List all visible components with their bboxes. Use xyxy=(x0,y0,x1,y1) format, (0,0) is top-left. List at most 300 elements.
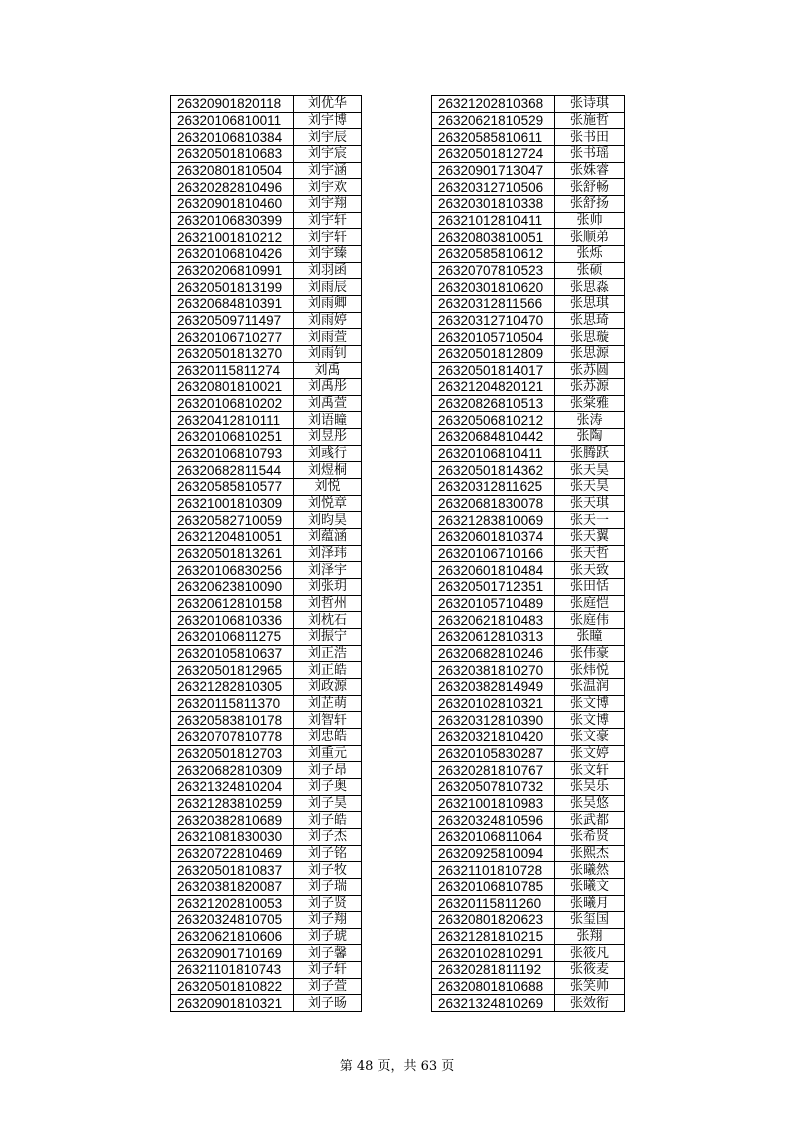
table-row xyxy=(171,512,362,529)
candidate-id-cell: 26320105830287 xyxy=(432,745,555,762)
table-row xyxy=(171,295,362,312)
candidate-name-cell: 张天致 xyxy=(555,562,625,579)
candidate-name-cell: 张思琦 xyxy=(555,312,625,329)
candidate-id-cell: 26320507810732 xyxy=(432,778,555,795)
candidate-id-cell: 26320722810469 xyxy=(171,845,294,862)
table-row xyxy=(171,862,362,879)
candidate-id-cell: 26321101810728 xyxy=(432,862,555,879)
table-row xyxy=(171,728,362,745)
candidate-name-cell: 刘子皓 xyxy=(294,812,362,829)
table-row xyxy=(171,329,362,346)
candidate-id-cell: 26320105710504 xyxy=(432,329,555,346)
candidate-name-cell: 张筱麦 xyxy=(555,962,625,979)
candidate-name-cell: 刘子馨 xyxy=(294,945,362,962)
candidate-id-cell: 26320583810178 xyxy=(171,712,294,729)
candidate-name-cell: 刘煜桐 xyxy=(294,462,362,479)
table-row xyxy=(171,212,362,229)
table-row xyxy=(432,295,625,312)
candidate-id-cell: 26320612810313 xyxy=(432,629,555,646)
table-row xyxy=(171,129,362,146)
candidate-name-cell: 刘宇欢 xyxy=(294,179,362,196)
table-row xyxy=(171,195,362,212)
table-row xyxy=(171,945,362,962)
table-row xyxy=(432,329,625,346)
candidate-name-cell: 张文轩 xyxy=(555,762,625,779)
candidate-id-cell: 26320501812703 xyxy=(171,745,294,762)
table-row xyxy=(171,662,362,679)
candidate-name-cell: 张天琪 xyxy=(555,495,625,512)
candidate-name-cell: 刘宇轩 xyxy=(294,212,362,229)
candidate-id-cell: 26320501814362 xyxy=(432,462,555,479)
candidate-id-cell: 26320206810991 xyxy=(171,262,294,279)
candidate-id-cell: 26320601810484 xyxy=(432,562,555,579)
candidate-id-cell: 26320621810483 xyxy=(432,612,555,629)
candidate-id-cell: 26320612810158 xyxy=(171,595,294,612)
candidate-name-cell: 张姝睿 xyxy=(555,162,625,179)
candidate-name-cell: 刘昱彤 xyxy=(294,429,362,446)
candidate-id-cell: 26320501814017 xyxy=(432,362,555,379)
candidate-name-cell: 张熙杰 xyxy=(555,845,625,862)
candidate-id-cell: 26320682811544 xyxy=(171,462,294,479)
candidate-name-cell: 张翔 xyxy=(555,928,625,945)
candidate-name-cell: 张棠雅 xyxy=(555,395,625,412)
candidate-id-cell: 26321001810309 xyxy=(171,495,294,512)
table-row xyxy=(171,96,362,113)
candidate-id-cell: 26321012810411 xyxy=(432,212,555,229)
candidate-id-cell: 26321283810259 xyxy=(171,795,294,812)
candidate-id-cell: 26320501810822 xyxy=(171,978,294,995)
table-row xyxy=(171,345,362,362)
table-row xyxy=(432,395,625,412)
table-row xyxy=(171,912,362,929)
candidate-name-cell: 刘宇轩 xyxy=(294,229,362,246)
candidate-name-cell: 张曦月 xyxy=(555,895,625,912)
candidate-name-cell: 刘语瞳 xyxy=(294,412,362,429)
candidate-id-cell: 26320585810611 xyxy=(432,129,555,146)
table-row xyxy=(171,678,362,695)
candidate-id-cell: 26320106810336 xyxy=(171,612,294,629)
candidate-name-cell: 张武都 xyxy=(555,812,625,829)
candidate-name-cell: 刘宇宸 xyxy=(294,145,362,162)
table-row xyxy=(171,362,362,379)
table-row xyxy=(432,795,625,812)
candidate-id-cell: 26320801810021 xyxy=(171,379,294,396)
candidate-name-cell: 刘雨卿 xyxy=(294,295,362,312)
table-row xyxy=(171,445,362,462)
table-row xyxy=(432,928,625,945)
candidate-id-cell: 26320826810513 xyxy=(432,395,555,412)
candidate-id-cell: 26320381810270 xyxy=(432,662,555,679)
candidate-id-cell: 26320106810793 xyxy=(171,445,294,462)
candidate-name-cell: 张筱凡 xyxy=(555,945,625,962)
table-row xyxy=(432,545,625,562)
candidate-name-cell: 刘智轩 xyxy=(294,712,362,729)
candidate-id-cell: 26321001810212 xyxy=(171,229,294,246)
table-row xyxy=(171,595,362,612)
candidate-name-cell: 刘政源 xyxy=(294,678,362,695)
table-row xyxy=(171,429,362,446)
candidate-name-cell: 张希贤 xyxy=(555,828,625,845)
candidate-name-cell: 刘子贤 xyxy=(294,895,362,912)
candidate-name-cell: 张天翼 xyxy=(555,529,625,546)
candidate-name-cell: 张书瑶 xyxy=(555,145,625,162)
candidate-id-cell: 26320106830256 xyxy=(171,562,294,579)
candidate-id-cell: 26320501810837 xyxy=(171,862,294,879)
candidate-name-cell: 刘宇涵 xyxy=(294,162,362,179)
candidate-id-cell: 26320301810338 xyxy=(432,195,555,212)
table-row xyxy=(432,312,625,329)
table-row xyxy=(171,629,362,646)
table-row xyxy=(432,145,625,162)
candidate-id-cell: 26320621810529 xyxy=(432,112,555,129)
candidate-id-cell: 26320501813261 xyxy=(171,545,294,562)
table-row xyxy=(432,762,625,779)
table-row xyxy=(432,345,625,362)
candidate-name-cell: 刘禹萱 xyxy=(294,395,362,412)
candidate-name-cell: 张庭伟 xyxy=(555,612,625,629)
candidate-name-cell: 张温润 xyxy=(555,678,625,695)
candidate-name-cell: 刘重元 xyxy=(294,745,362,762)
table-row xyxy=(171,995,362,1012)
candidate-id-cell: 26320281810767 xyxy=(432,762,555,779)
candidate-id-cell: 26320582710059 xyxy=(171,512,294,529)
candidate-name-cell: 刘宇博 xyxy=(294,112,362,129)
table-row xyxy=(171,479,362,496)
table-row xyxy=(171,762,362,779)
candidate-id-cell: 26320321810420 xyxy=(432,728,555,745)
candidate-name-cell: 刘子瑞 xyxy=(294,878,362,895)
candidate-name-cell: 刘张玥 xyxy=(294,579,362,596)
table-row xyxy=(432,895,625,912)
candidate-name-cell: 张笑帅 xyxy=(555,978,625,995)
table-row xyxy=(432,412,625,429)
candidate-id-cell: 26320282810496 xyxy=(171,179,294,196)
candidate-id-cell: 26320412810111 xyxy=(171,412,294,429)
candidate-id-cell: 26320501712351 xyxy=(432,579,555,596)
table-row xyxy=(171,928,362,945)
table-row xyxy=(171,279,362,296)
table-row xyxy=(432,862,625,879)
candidate-id-cell: 26320312710506 xyxy=(432,179,555,196)
candidate-name-cell: 刘宇翔 xyxy=(294,195,362,212)
candidate-id-cell: 26320301810620 xyxy=(432,279,555,296)
candidate-id-cell: 26320106710166 xyxy=(432,545,555,562)
candidate-id-cell: 26320106810384 xyxy=(171,129,294,146)
candidate-name-cell: 张施哲 xyxy=(555,112,625,129)
candidate-name-cell: 张思璇 xyxy=(555,329,625,346)
candidate-id-cell: 26320381820087 xyxy=(171,878,294,895)
candidate-name-cell: 张曦文 xyxy=(555,878,625,895)
candidate-name-cell: 刘雨萱 xyxy=(294,329,362,346)
table-row xyxy=(432,945,625,962)
table-row xyxy=(171,145,362,162)
candidate-id-cell: 26320801810504 xyxy=(171,162,294,179)
table-row xyxy=(171,312,362,329)
candidate-name-cell: 张效衔 xyxy=(555,995,625,1012)
candidate-name-cell: 张顺弟 xyxy=(555,229,625,246)
candidate-name-cell: 张炜悦 xyxy=(555,662,625,679)
candidate-name-cell: 张思淼 xyxy=(555,279,625,296)
table-row xyxy=(432,245,625,262)
table-row xyxy=(171,112,362,129)
candidate-id-cell: 26320501813270 xyxy=(171,345,294,362)
table-row xyxy=(432,462,625,479)
candidate-name-cell: 刘禹彤 xyxy=(294,379,362,396)
roster-table-right xyxy=(431,95,625,1012)
candidate-name-cell: 张田恬 xyxy=(555,579,625,596)
candidate-name-cell: 张文豪 xyxy=(555,728,625,745)
candidate-name-cell: 刘芷萌 xyxy=(294,695,362,712)
candidate-id-cell: 26320901810321 xyxy=(171,995,294,1012)
candidate-name-cell: 刘优华 xyxy=(294,96,362,113)
candidate-id-cell: 26320312810390 xyxy=(432,712,555,729)
candidate-name-cell: 刘哲州 xyxy=(294,595,362,612)
candidate-id-cell: 26320106810251 xyxy=(171,429,294,446)
table-row xyxy=(432,162,625,179)
table-row xyxy=(432,745,625,762)
table-row xyxy=(432,678,625,695)
table-row xyxy=(171,845,362,862)
candidate-id-cell: 26320801810688 xyxy=(432,978,555,995)
table-row xyxy=(432,112,625,129)
candidate-name-cell: 刘子旸 xyxy=(294,995,362,1012)
candidate-id-cell: 26320585810577 xyxy=(171,479,294,496)
candidate-name-cell: 刘子铭 xyxy=(294,845,362,862)
candidate-id-cell: 26320623810090 xyxy=(171,579,294,596)
candidate-id-cell: 26320115811274 xyxy=(171,362,294,379)
table-row xyxy=(171,612,362,629)
table-row xyxy=(171,778,362,795)
candidate-id-cell: 26321202810368 xyxy=(432,96,555,113)
candidate-id-cell: 26321001810983 xyxy=(432,795,555,812)
table-row xyxy=(432,362,625,379)
candidate-id-cell: 26320115811370 xyxy=(171,695,294,712)
table-row xyxy=(171,529,362,546)
candidate-name-cell: 刘振宁 xyxy=(294,629,362,646)
table-row xyxy=(171,545,362,562)
candidate-name-cell: 刘正皓 xyxy=(294,662,362,679)
candidate-name-cell: 张硕 xyxy=(555,262,625,279)
candidate-name-cell: 刘子奥 xyxy=(294,778,362,795)
table-row xyxy=(171,262,362,279)
table-row xyxy=(432,512,625,529)
candidate-name-cell: 刘忠皓 xyxy=(294,728,362,745)
table-row xyxy=(171,978,362,995)
candidate-id-cell: 26320382814949 xyxy=(432,678,555,695)
candidate-id-cell: 26320312811566 xyxy=(432,295,555,312)
candidate-name-cell: 刘子萱 xyxy=(294,978,362,995)
candidate-name-cell: 刘禹 xyxy=(294,362,362,379)
table-row xyxy=(432,529,625,546)
table-row xyxy=(432,712,625,729)
page-footer: 第 48 页，共 63 页 xyxy=(339,1059,455,1074)
candidate-id-cell: 26320509711497 xyxy=(171,312,294,329)
table-row xyxy=(432,828,625,845)
candidate-name-cell: 张书田 xyxy=(555,129,625,146)
candidate-name-cell: 刘昀昊 xyxy=(294,512,362,529)
candidate-name-cell: 刘泽宇 xyxy=(294,562,362,579)
table-row xyxy=(171,162,362,179)
candidate-id-cell: 26320925810094 xyxy=(432,845,555,862)
table-row xyxy=(432,562,625,579)
candidate-id-cell: 26320102810321 xyxy=(432,695,555,712)
candidate-id-cell: 26320506810212 xyxy=(432,412,555,429)
candidate-id-cell: 26320621810606 xyxy=(171,928,294,945)
candidate-id-cell: 26320803810051 xyxy=(432,229,555,246)
candidate-name-cell: 张舒扬 xyxy=(555,195,625,212)
candidate-name-cell: 刘正浩 xyxy=(294,645,362,662)
table-row xyxy=(432,845,625,862)
candidate-name-cell: 张陶 xyxy=(555,429,625,446)
roster-table-left xyxy=(170,95,362,1012)
candidate-id-cell: 26320707810778 xyxy=(171,728,294,745)
table-row xyxy=(171,878,362,895)
table-row xyxy=(171,962,362,979)
candidate-id-cell: 26320501810683 xyxy=(171,145,294,162)
table-row xyxy=(432,96,625,113)
candidate-id-cell: 26320601810374 xyxy=(432,529,555,546)
candidate-id-cell: 26321081830030 xyxy=(171,828,294,845)
candidate-name-cell: 刘羽函 xyxy=(294,262,362,279)
candidate-name-cell: 张思琪 xyxy=(555,295,625,312)
candidate-id-cell: 26321283810069 xyxy=(432,512,555,529)
candidate-name-cell: 张吴悠 xyxy=(555,795,625,812)
table-row xyxy=(171,695,362,712)
table-row xyxy=(432,579,625,596)
candidate-id-cell: 26320324810596 xyxy=(432,812,555,829)
table-row xyxy=(171,495,362,512)
candidate-name-cell: 张文博 xyxy=(555,695,625,712)
candidate-id-cell: 26320106810411 xyxy=(432,445,555,462)
candidate-id-cell: 26321324810269 xyxy=(432,995,555,1012)
table-row xyxy=(432,629,625,646)
candidate-name-cell: 刘子杰 xyxy=(294,828,362,845)
candidate-name-cell: 张庭恺 xyxy=(555,595,625,612)
candidate-name-cell: 刘悦 xyxy=(294,479,362,496)
table-row xyxy=(171,245,362,262)
table-row xyxy=(171,412,362,429)
candidate-name-cell: 张腾跃 xyxy=(555,445,625,462)
candidate-id-cell: 26321204810051 xyxy=(171,529,294,546)
table-row xyxy=(432,179,625,196)
table-row xyxy=(171,395,362,412)
table-row xyxy=(432,495,625,512)
candidate-name-cell: 张伟豪 xyxy=(555,645,625,662)
table-row xyxy=(432,812,625,829)
candidate-name-cell: 刘悦章 xyxy=(294,495,362,512)
candidate-id-cell: 26320106811275 xyxy=(171,629,294,646)
candidate-name-cell: 刘子昊 xyxy=(294,795,362,812)
candidate-id-cell: 26320901820118 xyxy=(171,96,294,113)
table-row xyxy=(171,179,362,196)
table-row xyxy=(432,379,625,396)
table-row xyxy=(432,262,625,279)
table-row xyxy=(171,562,362,579)
table-row xyxy=(171,645,362,662)
table-row xyxy=(171,229,362,246)
candidate-name-cell: 张苏圆 xyxy=(555,362,625,379)
table-row xyxy=(432,479,625,496)
candidate-name-cell: 张吴乐 xyxy=(555,778,625,795)
candidate-name-cell: 刘蕴涵 xyxy=(294,529,362,546)
candidate-name-cell: 刘子轩 xyxy=(294,962,362,979)
candidate-id-cell: 26320684810442 xyxy=(432,429,555,446)
candidate-id-cell: 26320106810785 xyxy=(432,878,555,895)
table-row xyxy=(432,279,625,296)
candidate-name-cell: 刘雨婷 xyxy=(294,312,362,329)
candidate-id-cell: 26320501813199 xyxy=(171,279,294,296)
candidate-id-cell: 26320106810426 xyxy=(171,245,294,262)
candidate-id-cell: 26320585810612 xyxy=(432,245,555,262)
candidate-id-cell: 26320102810291 xyxy=(432,945,555,962)
table-row xyxy=(432,645,625,662)
candidate-id-cell: 26320106710277 xyxy=(171,329,294,346)
candidate-name-cell: 张瞳 xyxy=(555,629,625,646)
table-row xyxy=(432,195,625,212)
candidate-name-cell: 张文婷 xyxy=(555,745,625,762)
candidate-name-cell: 张文博 xyxy=(555,712,625,729)
candidate-id-cell: 26320312811625 xyxy=(432,479,555,496)
candidate-name-cell: 张诗琪 xyxy=(555,96,625,113)
candidate-id-cell: 26320106811064 xyxy=(432,828,555,845)
candidate-id-cell: 26320681830078 xyxy=(432,495,555,512)
table-row xyxy=(432,695,625,712)
candidate-name-cell: 张天昊 xyxy=(555,462,625,479)
table-row xyxy=(432,962,625,979)
table-row xyxy=(432,778,625,795)
candidate-id-cell: 26320682810246 xyxy=(432,645,555,662)
table-row xyxy=(432,878,625,895)
table-row xyxy=(171,828,362,845)
candidate-id-cell: 26320312710470 xyxy=(432,312,555,329)
candidate-id-cell: 26321281810215 xyxy=(432,928,555,945)
table-row xyxy=(171,462,362,479)
candidate-id-cell: 26320106830399 xyxy=(171,212,294,229)
candidate-name-cell: 刘彧行 xyxy=(294,445,362,462)
table-row xyxy=(432,978,625,995)
candidate-name-cell: 张曦然 xyxy=(555,862,625,879)
candidate-id-cell: 26320105810637 xyxy=(171,645,294,662)
candidate-id-cell: 26320682810309 xyxy=(171,762,294,779)
table-row xyxy=(171,812,362,829)
candidate-name-cell: 刘子翔 xyxy=(294,912,362,929)
candidate-id-cell: 26320501812724 xyxy=(432,145,555,162)
candidate-id-cell: 26321101810743 xyxy=(171,962,294,979)
candidate-name-cell: 张天昊 xyxy=(555,479,625,496)
candidate-id-cell: 26320901710169 xyxy=(171,945,294,962)
candidate-name-cell: 刘泽玮 xyxy=(294,545,362,562)
candidate-id-cell: 26321204820121 xyxy=(432,379,555,396)
candidate-name-cell: 张玺国 xyxy=(555,912,625,929)
table-row xyxy=(432,728,625,745)
candidate-id-cell: 26321324810204 xyxy=(171,778,294,795)
candidate-id-cell: 26320501812965 xyxy=(171,662,294,679)
candidate-name-cell: 刘子昂 xyxy=(294,762,362,779)
candidate-id-cell: 26320324810705 xyxy=(171,912,294,929)
candidate-id-cell: 26320281811192 xyxy=(432,962,555,979)
candidate-name-cell: 张烁 xyxy=(555,245,625,262)
candidate-id-cell: 26320901713047 xyxy=(432,162,555,179)
candidate-id-cell: 26320501812809 xyxy=(432,345,555,362)
table-row xyxy=(432,129,625,146)
candidate-name-cell: 张帅 xyxy=(555,212,625,229)
candidate-name-cell: 刘雨辰 xyxy=(294,279,362,296)
candidate-id-cell: 26320707810523 xyxy=(432,262,555,279)
candidate-name-cell: 刘子牧 xyxy=(294,862,362,879)
candidate-id-cell: 26320382810689 xyxy=(171,812,294,829)
table-row xyxy=(432,229,625,246)
table-row xyxy=(432,429,625,446)
